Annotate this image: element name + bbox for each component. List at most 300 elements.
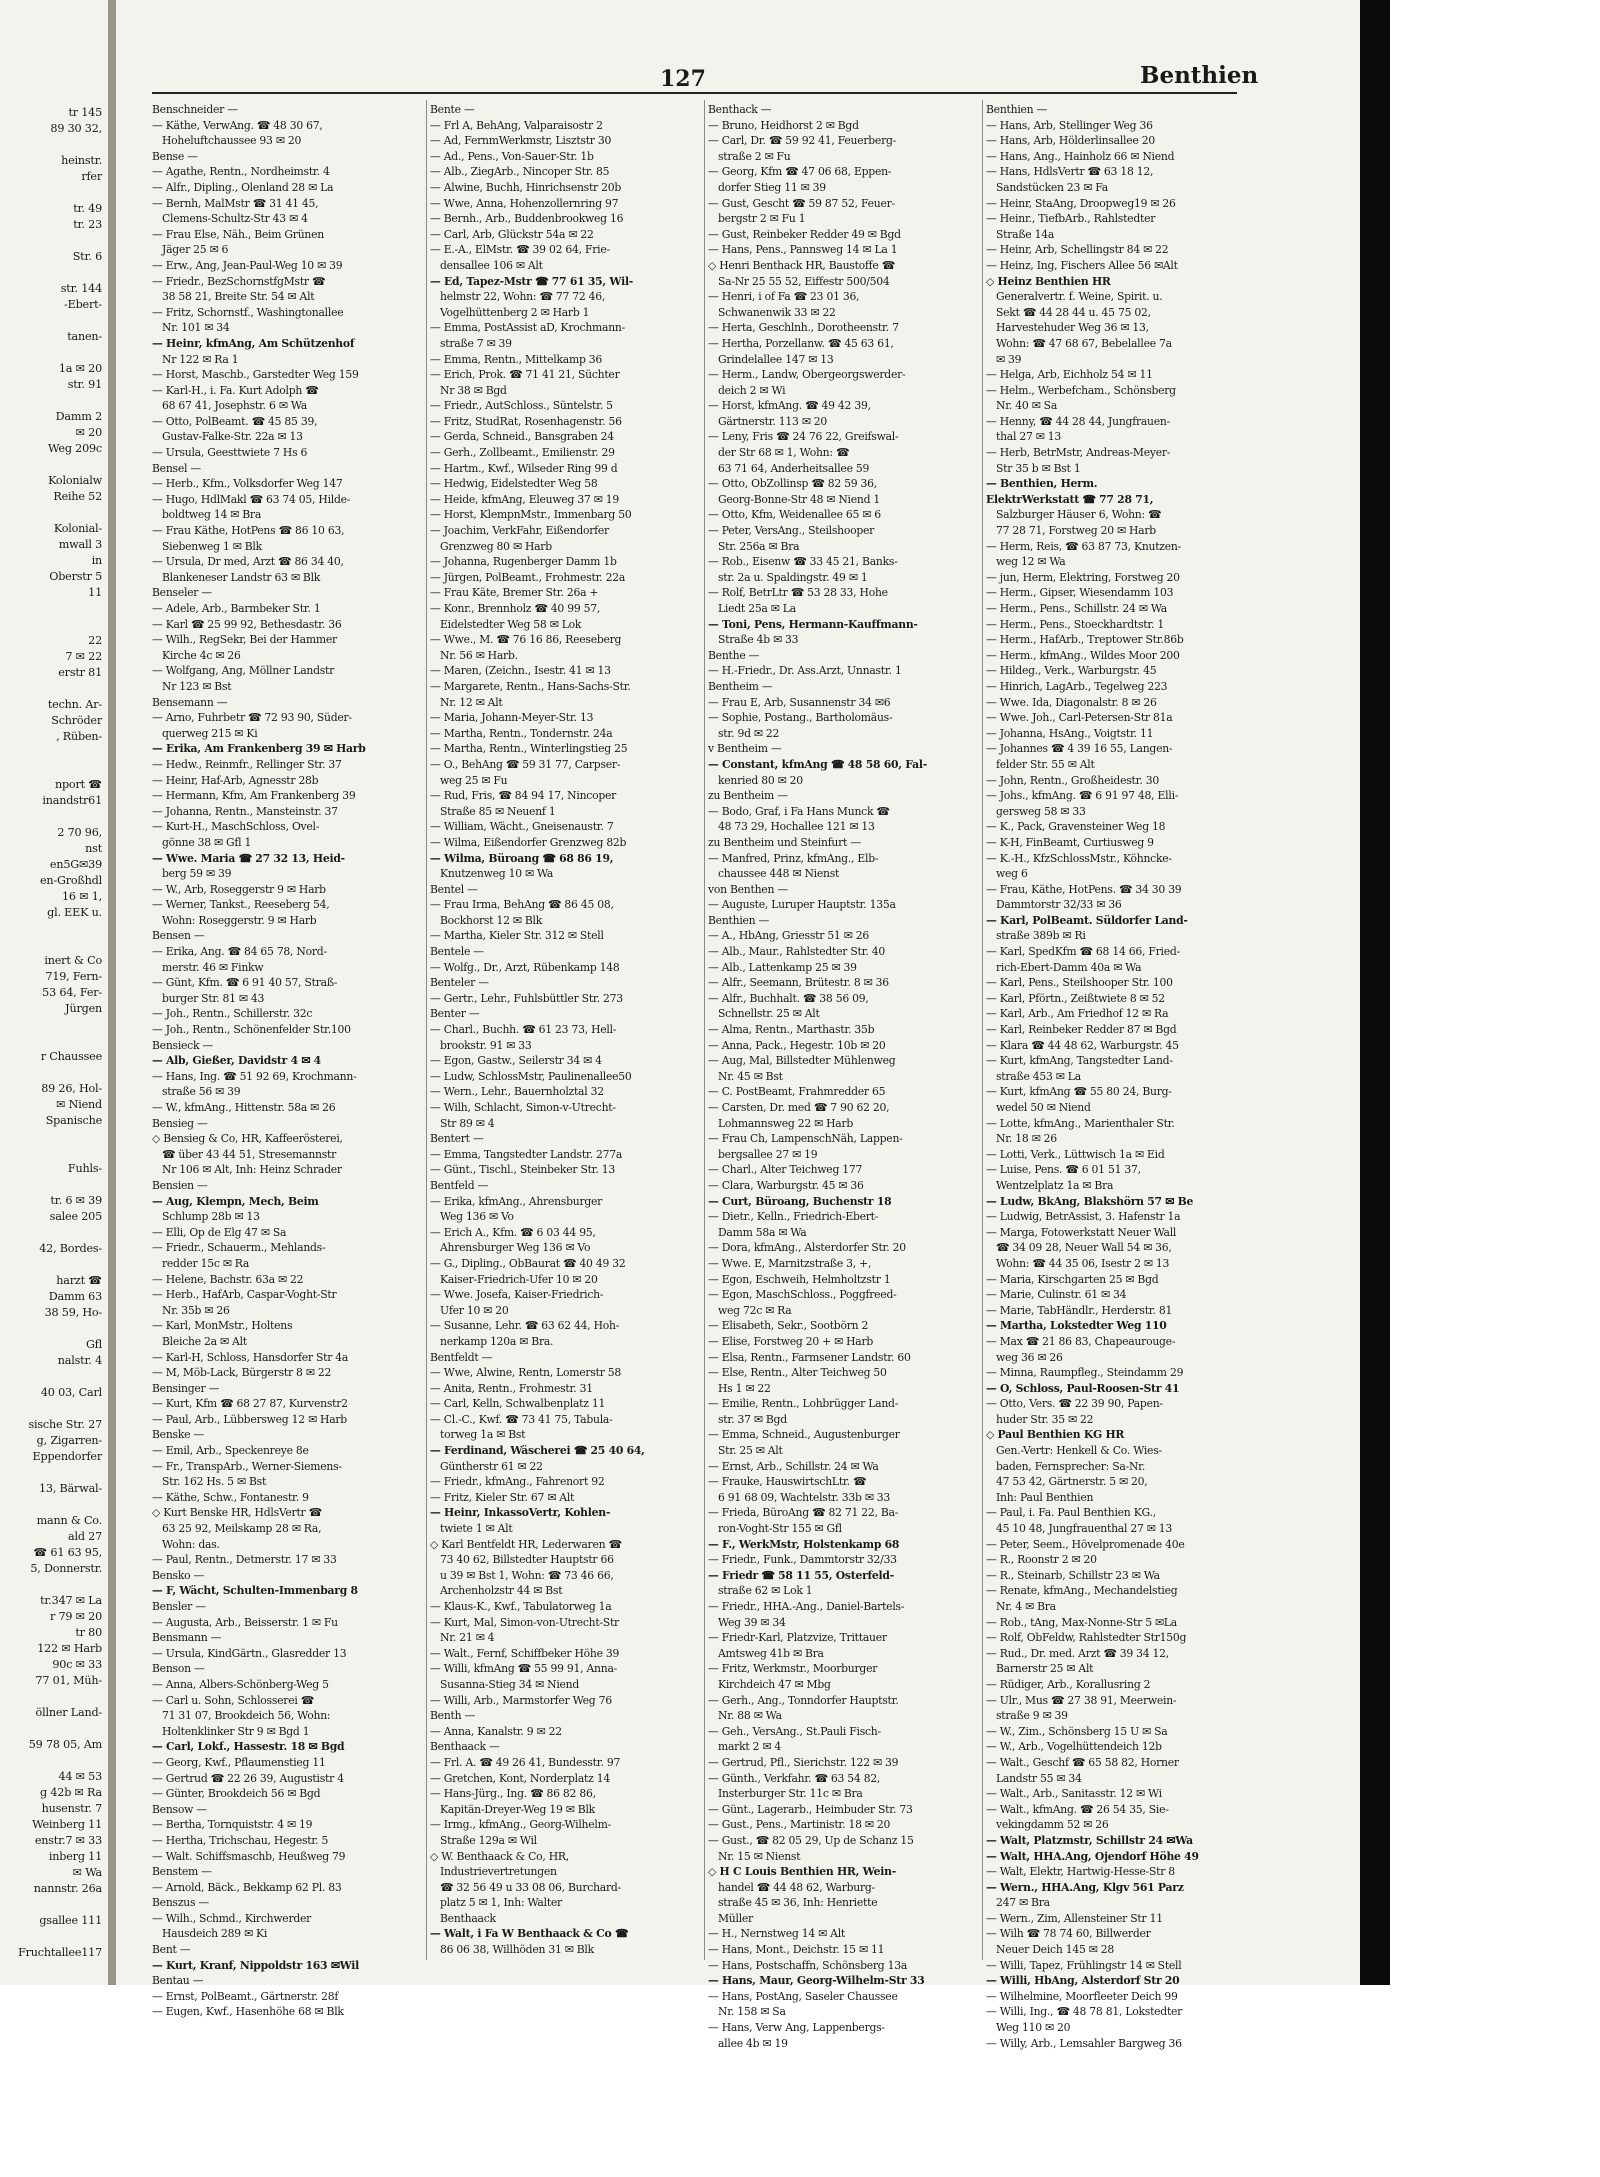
fragment-line: nport ☎ bbox=[54, 778, 102, 791]
fragment-line: , Rüben- bbox=[56, 730, 102, 743]
fragment-line: 2 70 96, bbox=[57, 826, 102, 839]
directory-entry: bergsallee 27 ✉ 19 bbox=[718, 1147, 818, 1161]
directory-entry: — Bernh, MalMstr ☎ 31 41 45, bbox=[152, 196, 319, 210]
directory-entry: Holtenklinker Str 9 ✉ Bgd 1 bbox=[162, 1724, 310, 1738]
surname-heading: Benthien — bbox=[986, 103, 1048, 116]
fragment-line bbox=[0, 809, 104, 825]
directory-entry: — G., Dipling., ObBaurat ☎ 40 49 32 bbox=[430, 1256, 626, 1270]
fragment-line: Oberstr 5 bbox=[49, 570, 102, 583]
directory-entry: — Peter, Seem., Hövelpromenade 40e bbox=[986, 1537, 1185, 1551]
directory-entry: — O., BehAng ☎ 59 31 77, Carpser- bbox=[430, 757, 621, 771]
directory-entry: — K., Pack, Gravensteiner Weg 18 bbox=[986, 820, 1166, 834]
directory-entry: twiete 1 ✉ Alt bbox=[440, 1522, 513, 1536]
directory-entry: ◇ Heinz Benthien HR bbox=[986, 274, 1111, 288]
directory-entry: bergstr 2 ✉ Fu 1 bbox=[718, 212, 806, 226]
directory-entry: — Rud., Dr. med. Arzt ☎ 39 34 12, bbox=[986, 1646, 1169, 1660]
directory-entry: Straße 4b ✉ 33 bbox=[718, 633, 799, 647]
directory-entry: Amtsweg 41b ✉ Bra bbox=[718, 1646, 824, 1660]
fragment-line bbox=[0, 185, 104, 201]
directory-entry: Nr. 35b ✉ 26 bbox=[162, 1303, 230, 1317]
directory-entry: — Anna, Pack., Hegestr. 10b ✉ 20 bbox=[708, 1038, 886, 1052]
directory-column-2 bbox=[430, 102, 698, 1962]
directory-entry: Nr. 15 ✉ Nienst bbox=[718, 1849, 801, 1863]
directory-entry: — Gust., Pens., Martinistr. 18 ✉ 20 bbox=[708, 1818, 891, 1832]
directory-entry: — Erika, kfmAng., Ahrensburger bbox=[430, 1194, 603, 1208]
directory-entry: — Elsa, Rentn., Farmsener Landstr. 60 bbox=[708, 1350, 911, 1364]
directory-entry: — Anna, Kanalstr. 9 ✉ 22 bbox=[430, 1724, 562, 1738]
directory-entry: — Walt, HHA.Ang, Ojendorf Höhe 49 bbox=[986, 1849, 1199, 1863]
fragment-line: Weg 209c bbox=[48, 442, 102, 455]
directory-entry: Nr. 101 ✉ 34 bbox=[162, 321, 230, 335]
directory-entry: — Konr., Brennholz ☎ 40 99 57, bbox=[430, 602, 601, 615]
directory-entry: — Hans, Ing. ☎ 51 92 69, Krochmann- bbox=[152, 1069, 357, 1083]
fragment-line: tr.347 ✉ La bbox=[40, 1594, 102, 1607]
directory-entry: — Gust., ☎ 82 05 29, Up de Schanz 15 bbox=[708, 1833, 914, 1847]
fragment-line: 16 ✉ 1, bbox=[62, 890, 102, 903]
directory-entry: — Walt. Schiffsmaschb, Heußweg 79 bbox=[152, 1849, 346, 1863]
surname-heading: von Benthen — bbox=[708, 882, 788, 896]
directory-entry: — Wilh., RegSekr, Bei der Hammer bbox=[152, 633, 337, 647]
fragment-line bbox=[0, 937, 104, 953]
directory-entry: Wohn: das. bbox=[162, 1537, 220, 1551]
directory-entry: Bockhorst 12 ✉ Blk bbox=[440, 913, 543, 927]
directory-entry: — Hertha, Trichschau, Hegestr. 5 bbox=[152, 1833, 329, 1847]
directory-entry: — Wwe. Joh., Carl-Petersen-Str 81a bbox=[986, 711, 1173, 725]
directory-entry: — Else, Rentn., Alter Teichweg 50 bbox=[708, 1366, 887, 1380]
directory-entry: — F, Wächt, Schulten-Immenbarg 8 bbox=[152, 1584, 358, 1598]
directory-entry: kenried 80 ✉ 20 bbox=[718, 773, 803, 787]
directory-entry: Wentzelplatz 1a ✉ Bra bbox=[996, 1178, 1114, 1192]
directory-entry: 38 58 21, Breite Str. 54 ✉ Alt bbox=[162, 290, 315, 304]
fragment-line bbox=[0, 1017, 104, 1033]
directory-entry: — Erw., Ang, Jean-Paul-Weg 10 ✉ 39 bbox=[152, 258, 343, 272]
directory-entry: Neuer Deich 145 ✉ 28 bbox=[996, 1943, 1114, 1957]
directory-entry: — Herb., HafArb, Caspar-Voght-Str bbox=[152, 1288, 337, 1302]
directory-entry: — Herb., Kfm., Volksdorfer Weg 147 bbox=[152, 477, 343, 491]
directory-entry: — Frau Else, Näh., Beim Grünen bbox=[152, 227, 324, 241]
directory-entry: — Carsten, Dr. med ☎ 7 90 62 20, bbox=[708, 1101, 890, 1114]
directory-entry: — Frl. A. ☎ 49 26 41, Bundesstr. 97 bbox=[430, 1755, 621, 1769]
directory-entry: — Frl A, BehAng, Valparaisostr 2 bbox=[430, 118, 603, 132]
directory-entry: — Rolf, BetrLtr ☎ 53 28 33, Hohe bbox=[708, 586, 888, 600]
directory-entry: — Karl, SpedKfm ☎ 68 14 66, Fried- bbox=[986, 945, 1180, 959]
directory-entry: — Emilie, Rentn., Lohbrügger Land- bbox=[708, 1397, 899, 1411]
directory-entry: — Hedw., Reinmfr., Rellinger Str. 37 bbox=[152, 757, 342, 771]
fragment-line: in bbox=[91, 554, 102, 567]
directory-entry: — Emil, Arb., Speckenreye 8e bbox=[152, 1444, 309, 1458]
directory-entry: — Gust, Reinbeker Redder 49 ✉ Bgd bbox=[708, 227, 901, 241]
directory-entry: Str 89 ✉ 4 bbox=[440, 1116, 495, 1130]
fragment-line: 77 01, Müh- bbox=[35, 1674, 102, 1687]
directory-entry: Industrievertretungen bbox=[440, 1865, 557, 1879]
fragment-line: Kolonial- bbox=[53, 522, 102, 535]
directory-entry: — Henny, ☎ 44 28 44, Jungfrauen- bbox=[986, 414, 1170, 428]
directory-entry: — Horst, kfmAng. ☎ 49 42 39, bbox=[708, 399, 871, 413]
directory-entry: — Carl, Lokf., Hassestr. 18 ✉ Bgd bbox=[152, 1740, 345, 1754]
directory-entry: — Susanne, Lehr. ☎ 63 62 44, Hoh- bbox=[430, 1319, 620, 1333]
directory-entry: — Charl., Alter Teichweg 177 bbox=[708, 1163, 863, 1177]
directory-entry: 247 ✉ Bra bbox=[996, 1896, 1050, 1910]
surname-heading: Benth — bbox=[430, 1709, 476, 1723]
directory-entry: — Otto, ObZollinsp ☎ 82 59 36, bbox=[708, 477, 877, 491]
directory-entry: — Ad., Pens., Von-Sauer-Str. 1b bbox=[430, 149, 594, 163]
directory-entry: — Friedr-Karl, Platzvize, Trittauer bbox=[708, 1631, 887, 1645]
directory-entry: ◇ Bensieg & Co, HR, Kaffeerösterei, bbox=[152, 1132, 343, 1146]
fragment-line: r Chaussee bbox=[40, 1050, 102, 1063]
directory-entry: Straße 14a bbox=[996, 227, 1055, 241]
directory-entry: baden, Fernsprecher: Sa-Nr. bbox=[996, 1459, 1146, 1473]
directory-entry: Landstr 55 ✉ 34 bbox=[996, 1771, 1082, 1785]
directory-entry: straße 389b ✉ Ri bbox=[996, 929, 1086, 943]
directory-entry: — Curt, Büroang, Buchenstr 18 bbox=[708, 1194, 892, 1208]
directory-entry: — Rüdiger, Arb., Korallusring 2 bbox=[986, 1677, 1151, 1691]
fragment-line bbox=[0, 617, 104, 633]
directory-entry: Weg 110 ✉ 20 bbox=[996, 2021, 1071, 2035]
directory-entry: — Gerda, Schneid., Bansgraben 24 bbox=[430, 430, 614, 444]
directory-entry: Nr. 56 ✉ Harb. bbox=[440, 648, 518, 662]
directory-entry: — Gerh., Zollbeamt., Emilienstr. 29 bbox=[430, 446, 615, 460]
directory-entry: — H.-Friedr., Dr. Ass.Arzt, Unnastr. 1 bbox=[708, 664, 902, 678]
directory-entry: — Lotti, Verk., Lüttwisch 1a ✉ Eid bbox=[986, 1147, 1165, 1161]
directory-entry: Nr. 158 ✉ Sa bbox=[718, 2005, 786, 2019]
surname-heading: Benthe — bbox=[708, 648, 760, 662]
facing-page-fragment bbox=[0, 105, 104, 1965]
directory-entry: — Fr., TranspArb., Werner-Siemens- bbox=[152, 1459, 342, 1473]
fragment-line: 89 26, Hol- bbox=[41, 1082, 102, 1095]
directory-entry: — John, Rentn., Großheidestr. 30 bbox=[986, 773, 1159, 787]
directory-entry: — Willi, Tapez, Frühlingstr 14 ✉ Stell bbox=[986, 1958, 1182, 1972]
directory-entry: — Herb, BetrMstr, Andreas-Meyer- bbox=[986, 446, 1171, 460]
directory-entry: Eidelstedter Weg 58 ✉ Lok bbox=[440, 617, 582, 631]
directory-entry: Salzburger Häuser 6, Wohn: ☎ bbox=[996, 508, 1162, 522]
directory-entry: — Ursula, Geesttwiete 7 Hs 6 bbox=[152, 446, 308, 460]
directory-entry: — Ferdinand, Wäscherei ☎ 25 40 64, bbox=[430, 1444, 645, 1458]
directory-entry: — Käthe, Schw., Fontanestr. 9 bbox=[152, 1490, 309, 1504]
directory-entry: — Käthe, VerwAng. ☎ 48 30 67, bbox=[152, 118, 323, 132]
surname-heading: Benschneider — bbox=[152, 103, 238, 116]
fragment-line: r 79 ✉ 20 bbox=[49, 1610, 102, 1623]
directory-entry: Bleiche 2a ✉ Alt bbox=[162, 1334, 247, 1348]
fragment-line: enstr.7 ✉ 33 bbox=[34, 1834, 102, 1847]
fragment-line bbox=[0, 313, 104, 329]
surname-heading: Bensler — bbox=[152, 1600, 206, 1613]
directory-entry: — Friedr., AutSchloss., Süntelstr. 5 bbox=[430, 399, 613, 413]
directory-entry: — Erika, Ang. ☎ 84 65 78, Nord- bbox=[152, 945, 327, 959]
directory-entry: Georg-Bonne-Str 48 ✉ Niend 1 bbox=[718, 492, 881, 506]
surname-heading: Benthien — bbox=[708, 913, 770, 927]
directory-entry: thal 27 ✉ 13 bbox=[996, 430, 1062, 444]
directory-entry: — Herm., kfmAng., Wildes Moor 200 bbox=[986, 648, 1180, 662]
directory-entry: — Gertr., Lehr., Fuhlsbüttler Str. 273 bbox=[430, 991, 623, 1005]
fragment-line: nannstr. 26a bbox=[33, 1882, 102, 1895]
directory-entry: Ufer 10 ✉ 20 bbox=[440, 1303, 509, 1317]
surname-heading: Bent — bbox=[152, 1943, 191, 1957]
directory-entry: helmstr 22, Wohn: ☎ 77 72 46, bbox=[440, 290, 606, 304]
directory-entry: Hoheluftchaussee 93 ✉ 20 bbox=[162, 134, 302, 148]
directory-entry: ◇ W. Benthaack & Co, HR, bbox=[430, 1849, 569, 1863]
directory-entry: Dammtorstr 32/33 ✉ 36 bbox=[996, 898, 1122, 912]
directory-entry: — Kurt, kfmAng, Tangstedter Land- bbox=[986, 1054, 1173, 1068]
fragment-line: en5G✉39 bbox=[49, 858, 102, 871]
surname-heading: Benstem — bbox=[152, 1865, 212, 1879]
directory-entry: 63 25 92, Meilskamp 28 ✉ Ra, bbox=[162, 1522, 322, 1536]
directory-entry: — Toni, Pens, Hermann-Kauffmann- bbox=[708, 617, 918, 631]
directory-entry: straße 453 ✉ La bbox=[996, 1069, 1081, 1083]
fragment-line: tr. 6 ✉ 39 bbox=[50, 1194, 102, 1207]
directory-entry: — Ed, Tapez-Mstr ☎ 77 61 35, Wil- bbox=[430, 274, 634, 288]
directory-entry: — Carl, Arb, Glückstr 54a ✉ 22 bbox=[430, 227, 594, 241]
directory-entry: — Alma, Rentn., Marthastr. 35b bbox=[708, 1023, 875, 1037]
directory-entry: 63 71 64, Anderheitsallee 59 bbox=[718, 461, 870, 475]
directory-entry: — Hans, PostAng, Saseler Chaussee bbox=[708, 1989, 898, 2003]
directory-entry: Schwanenwik 33 ✉ 22 bbox=[718, 305, 836, 319]
directory-entry: — Hans, Verw Ang, Lappenbergs- bbox=[708, 2021, 885, 2035]
directory-entry: — Friedr., Schauerm., Mehlands- bbox=[152, 1241, 326, 1255]
directory-entry: — Wwe., M. ☎ 76 16 86, Reeseberg bbox=[430, 633, 622, 647]
directory-entry: Nr 38 ✉ Bgd bbox=[440, 383, 507, 397]
surname-heading: Bentfeld — bbox=[430, 1178, 489, 1192]
surname-heading: Bentele — bbox=[430, 945, 484, 959]
directory-entry: — Marga, Fotowerkstatt Neuer Wall bbox=[986, 1225, 1177, 1239]
directory-entry: — Egon, Gastw., Seilerstr 34 ✉ 4 bbox=[430, 1054, 602, 1068]
directory-entry: — Renate, kfmAng., Mechandelstieg bbox=[986, 1584, 1178, 1598]
directory-entry: torweg 1a ✉ Bst bbox=[440, 1428, 526, 1442]
fragment-line bbox=[0, 1465, 104, 1481]
fragment-line bbox=[0, 1033, 104, 1049]
directory-entry: Nr. 21 ✉ 4 bbox=[440, 1631, 495, 1645]
directory-entry: straße 56 ✉ 39 bbox=[162, 1085, 241, 1099]
directory-entry: — Friedr., Funk., Dammtorstr 32/33 bbox=[708, 1553, 897, 1567]
directory-entry: — William, Wächt., Gneisenaustr. 7 bbox=[430, 820, 614, 834]
directory-entry: ☎ über 43 44 51, Stresemannstr bbox=[162, 1147, 337, 1161]
directory-entry: — Martha, Kieler Str. 312 ✉ Stell bbox=[430, 929, 604, 943]
directory-entry: — Margarete, Rentn., Hans-Sachs-Str. bbox=[430, 679, 631, 693]
directory-entry: Weg 39 ✉ 34 bbox=[718, 1615, 786, 1629]
fragment-line bbox=[0, 345, 104, 361]
directory-entry: — Augusta, Arb., Beisserstr. 1 ✉ Fu bbox=[152, 1615, 338, 1629]
directory-entry: Insterburger Str. 11c ✉ Bra bbox=[718, 1787, 863, 1801]
surname-heading: Bensow — bbox=[152, 1802, 207, 1816]
directory-entry: 77 28 71, Forstweg 20 ✉ Harb bbox=[996, 524, 1156, 538]
directory-entry: — Bruno, Heidhorst 2 ✉ Bgd bbox=[708, 118, 859, 132]
surname-heading: Bensemann — bbox=[152, 695, 228, 709]
directory-entry: — Alwine, Buchh, Hinrichsenstr 20b bbox=[430, 180, 622, 194]
directory-entry: Weg 136 ✉ Vo bbox=[440, 1210, 514, 1224]
directory-entry: berg 59 ✉ 39 bbox=[162, 867, 232, 881]
fragment-line bbox=[0, 505, 104, 521]
directory-entry: ✉ 39 bbox=[996, 352, 1022, 366]
directory-entry: 6 91 68 09, Wachtelstr. 33b ✉ 33 bbox=[718, 1490, 891, 1504]
directory-entry: — Hans, Arb, Hölderlinsallee 20 bbox=[986, 134, 1155, 148]
directory-entry: — Gust, Gescht ☎ 59 87 52, Feuer- bbox=[708, 196, 895, 210]
fragment-line: 42, Bordes- bbox=[39, 1242, 102, 1255]
directory-entry: ron-Voght-Str 155 ✉ Gfl bbox=[718, 1522, 842, 1536]
column-divider bbox=[982, 100, 983, 1960]
directory-entry: — Ludw, SchlossMstr, Paulinenallee50 bbox=[430, 1069, 632, 1083]
fragment-line: 38 59, Ho- bbox=[44, 1306, 102, 1319]
surname-heading: Benthaack — bbox=[430, 1740, 500, 1754]
fragment-line: inberg 11 bbox=[48, 1850, 102, 1863]
directory-entry: Gustav-Falke-Str. 22a ✉ 13 bbox=[162, 430, 303, 444]
directory-entry: ☎ 34 09 28, Neuer Wall 54 ✉ 36, bbox=[996, 1241, 1172, 1255]
book-gutter bbox=[108, 0, 116, 1985]
directory-entry: — Wolfg., Dr., Arzt, Rübenkamp 148 bbox=[430, 960, 620, 974]
directory-entry: — Paul, Rentn., Detmerstr. 17 ✉ 33 bbox=[152, 1553, 337, 1567]
directory-entry: — A., HbAng, Griesstr 51 ✉ 26 bbox=[708, 929, 869, 943]
directory-entry: handel ☎ 44 48 62, Warburg- bbox=[718, 1880, 875, 1894]
directory-entry: Vogelhüttenberg 2 ✉ Harb 1 bbox=[440, 305, 590, 319]
fragment-line: heinstr. bbox=[61, 154, 102, 167]
directory-entry: Hausdeich 289 ✉ Ki bbox=[162, 1927, 268, 1941]
directory-entry: Gen.-Vertr: Henkell & Co. Wies- bbox=[996, 1444, 1162, 1458]
directory-entry: — Luise, Pens. ☎ 6 01 51 37, bbox=[986, 1163, 1141, 1177]
directory-entry: — Kurt, Mal, Simon-von-Utrecht-Str bbox=[430, 1615, 619, 1629]
fragment-line: gsallee 111 bbox=[39, 1914, 102, 1927]
directory-entry: — Gerh., Ang., Tonndorfer Hauptstr. bbox=[708, 1693, 899, 1707]
directory-entry: — Ursula, Dr med, Arzt ☎ 86 34 40, bbox=[152, 555, 344, 569]
directory-entry: — Ernst, Arb., Schillstr. 24 ✉ Wa bbox=[708, 1459, 879, 1473]
fragment-line bbox=[0, 233, 104, 249]
directory-entry: — Georg, Kfm ☎ 47 06 68, Eppen- bbox=[708, 165, 892, 179]
directory-entry: — Johannes ☎ 4 39 16 55, Langen- bbox=[986, 742, 1173, 756]
directory-entry: — Dora, kfmAng., Alsterdorfer Str. 20 bbox=[708, 1241, 906, 1255]
directory-entry: — Emma, Tangstedter Landstr. 277a bbox=[430, 1147, 623, 1161]
directory-entry: — Elisabeth, Sekr., Sootbörn 2 bbox=[708, 1319, 869, 1333]
directory-entry: — Herm., Landw, Obergeorgswerder- bbox=[708, 368, 906, 382]
directory-entry: — Otto, Kfm, Weidenallee 65 ✉ 6 bbox=[708, 508, 881, 522]
directory-entry: — Kurt, Kranf, Nippoldstr 163 ✉Wil bbox=[152, 1958, 360, 1972]
directory-column-1 bbox=[152, 102, 420, 2019]
directory-entry: — Karl, Arb., Am Friedhof 12 ✉ Ra bbox=[986, 1007, 1169, 1021]
directory-entry: — R., Roonstr 2 ✉ 20 bbox=[986, 1553, 1097, 1567]
directory-entry: — Egon, Eschweih, Helmholtzstr 1 bbox=[708, 1272, 891, 1286]
directory-entry: straße 62 ✉ Lok 1 bbox=[718, 1584, 813, 1598]
fragment-line: 1a ✉ 20 bbox=[58, 362, 102, 375]
fragment-line bbox=[0, 1753, 104, 1769]
directory-entry: ◇ H C Louis Benthien HR, Wein- bbox=[708, 1865, 896, 1879]
directory-entry: Nr. 4 ✉ Bra bbox=[996, 1600, 1056, 1613]
fragment-line bbox=[0, 1321, 104, 1337]
directory-entry: — Joachim, VerkFahr, Eißendorfer bbox=[430, 524, 609, 538]
directory-entry: — Hugo, HdlMakl ☎ 63 74 05, Hilde- bbox=[152, 492, 351, 506]
surname-heading: Bensko — bbox=[152, 1568, 205, 1582]
directory-entry: — Anita, Rentn., Frohmestr. 31 bbox=[430, 1381, 593, 1395]
directory-entry: — Johanna, HsAng., Voigtstr. 11 bbox=[986, 726, 1154, 740]
directory-entry: — Ernst, PolBeamt., Gärtnerstr. 28f bbox=[152, 1989, 339, 2003]
fragment-line: 53 64, Fer- bbox=[42, 986, 102, 999]
fragment-line: Str. 6 bbox=[72, 250, 102, 263]
fragment-line: Fuhls- bbox=[67, 1162, 102, 1175]
fragment-line: Schröder bbox=[51, 714, 102, 727]
directory-entry: — Joh., Rentn., Schillerstr. 32c bbox=[152, 1007, 313, 1021]
column-divider bbox=[704, 100, 705, 1960]
directory-entry: — Willi, Arb., Marmstorfer Weg 76 bbox=[430, 1693, 612, 1707]
fragment-line: Jürgen bbox=[65, 1002, 102, 1015]
surname-heading: Bensien — bbox=[152, 1178, 208, 1192]
fragment-line: Gfl bbox=[85, 1338, 102, 1351]
fragment-line: 7 ✉ 22 bbox=[65, 650, 102, 663]
directory-entry: — Frauke, HauswirtschLtr. ☎ bbox=[708, 1475, 867, 1489]
directory-entry: weg 6 bbox=[996, 867, 1028, 881]
directory-entry: — Bernh., Arb., Buddenbrookweg 16 bbox=[430, 212, 624, 226]
column-divider bbox=[426, 100, 427, 1960]
directory-entry: — Hans, Ang., Hainholz 66 ✉ Niend bbox=[986, 149, 1175, 163]
surname-heading: Bentfeldt — bbox=[430, 1350, 493, 1364]
directory-entry: — Benthien, Herm. bbox=[986, 477, 1098, 491]
directory-entry: — Willi, kfmAng ☎ 55 99 91, Anna- bbox=[430, 1662, 618, 1676]
fragment-line: str. 144 bbox=[60, 282, 102, 295]
directory-entry: — Walt, i Fa W Benthaack & Co ☎ bbox=[430, 1927, 629, 1941]
fragment-line: tr 145 bbox=[68, 106, 102, 119]
directory-entry: — Arno, Fuhrbetr ☎ 72 93 90, Süder- bbox=[152, 711, 352, 725]
directory-entry: 47 53 42, Gärtnerstr. 5 ✉ 20, bbox=[996, 1475, 1148, 1489]
directory-entry: — Martha, Rentn., Tondernstr. 24a bbox=[430, 726, 613, 740]
page-number: 127 bbox=[660, 66, 706, 92]
directory-entry: — Aug, Klempn, Mech, Beim bbox=[152, 1194, 319, 1208]
fragment-line bbox=[0, 1257, 104, 1273]
directory-entry: — Otto, Vers. ☎ 22 39 90, Papen- bbox=[986, 1397, 1163, 1411]
directory-entry: — Hans, Arb, Stellinger Weg 36 bbox=[986, 118, 1153, 132]
surname-heading: Benter — bbox=[430, 1007, 480, 1021]
directory-entry: Wohn: Roseggerstr. 9 ✉ Harb bbox=[162, 913, 317, 927]
directory-entry: — Fritz, Kieler Str. 67 ✉ Alt bbox=[430, 1490, 575, 1504]
directory-entry: straße 7 ✉ 39 bbox=[440, 336, 512, 350]
fragment-line: en-Großhdl bbox=[39, 874, 102, 887]
directory-entry: Sa-Nr 25 55 52, Eiffestr 500/504 bbox=[718, 274, 890, 288]
directory-entry: ◇ Kurt Benske HR, HdlsVertr ☎ bbox=[152, 1506, 322, 1520]
directory-entry: — Heide, kfmAng, Eleuweg 37 ✉ 19 bbox=[430, 492, 619, 506]
fragment-line: techn. Ar- bbox=[47, 698, 102, 711]
directory-entry: Liedt 25a ✉ La bbox=[718, 602, 796, 615]
directory-entry: — Elise, Forstweg 20 + ✉ Harb bbox=[708, 1334, 874, 1348]
fragment-line bbox=[0, 1721, 104, 1737]
directory-entry: — Georg, Kwf., Pflaumenstieg 11 bbox=[152, 1755, 326, 1769]
directory-entry: Gärtnerstr. 113 ✉ 20 bbox=[718, 414, 828, 428]
fragment-line: -Ebert- bbox=[64, 298, 102, 311]
directory-entry: ☎ 32 56 49 u 33 08 06, Burchard- bbox=[440, 1880, 621, 1894]
directory-entry: — Johanna, Rentn., Mansteinstr. 37 bbox=[152, 804, 338, 818]
directory-entry: — Wilhelmine, Moorfleeter Deich 99 bbox=[986, 1989, 1178, 2003]
directory-entry: — Leny, Fris ☎ 24 76 22, Greifswal- bbox=[708, 430, 899, 444]
directory-entry: — Peter, VersAng., Steilshooper bbox=[708, 524, 875, 538]
fragment-line: 719, Fern- bbox=[45, 970, 102, 983]
directory-entry: — Willy, Arb., Lemsahler Bargweg 36 bbox=[986, 2036, 1182, 2050]
fragment-line: inert & Co bbox=[44, 954, 102, 967]
directory-entry: — Herm., HafArb., Treptower Str.86b bbox=[986, 633, 1184, 647]
fragment-line: rfer bbox=[81, 170, 102, 183]
directory-entry: — Karl, Pens., Steilshooper Str. 100 bbox=[986, 976, 1173, 990]
directory-entry: allee 4b ✉ 19 bbox=[718, 2036, 788, 2050]
directory-entry: chaussee 448 ✉ Nienst bbox=[718, 867, 840, 881]
directory-entry: — Werner, Tankst., Reeseberg 54, bbox=[152, 898, 330, 912]
directory-entry: — Alb., Maur., Rahlstedter Str. 40 bbox=[708, 945, 885, 959]
fragment-line: 40 03, Carl bbox=[40, 1386, 102, 1399]
directory-entry: — Hertha, Porzellanw. ☎ 45 63 61, bbox=[708, 336, 894, 350]
directory-entry: — Alb., Lattenkamp 25 ✉ 39 bbox=[708, 960, 857, 974]
directory-entry: — Frau Käte, Bremer Str. 26a + bbox=[430, 586, 599, 600]
directory-entry: — Willi, HbAng, Alsterdorf Str 20 bbox=[986, 1974, 1180, 1988]
directory-entry: — Wilh ☎ 78 74 60, Billwerder bbox=[986, 1927, 1151, 1941]
directory-entry: — Jürgen, PolBeamt., Frohmestr. 22a bbox=[430, 570, 626, 584]
directory-entry: — F., WerkMstr, Holstenkamp 68 bbox=[708, 1537, 900, 1551]
directory-entry: — Elli, Op de Elg 47 ✉ Sa bbox=[152, 1225, 287, 1239]
fragment-line: ✉ 20 bbox=[75, 426, 102, 439]
directory-entry: wedel 50 ✉ Niend bbox=[996, 1101, 1091, 1114]
directory-entry: — Ulr., Mus ☎ 27 38 91, Meerwein- bbox=[986, 1693, 1177, 1707]
fragment-line: öllner Land- bbox=[35, 1706, 102, 1719]
directory-entry: Kaiser-Friedrich-Ufer 10 ✉ 20 bbox=[440, 1272, 598, 1286]
fragment-line: tr 80 bbox=[75, 1626, 102, 1639]
